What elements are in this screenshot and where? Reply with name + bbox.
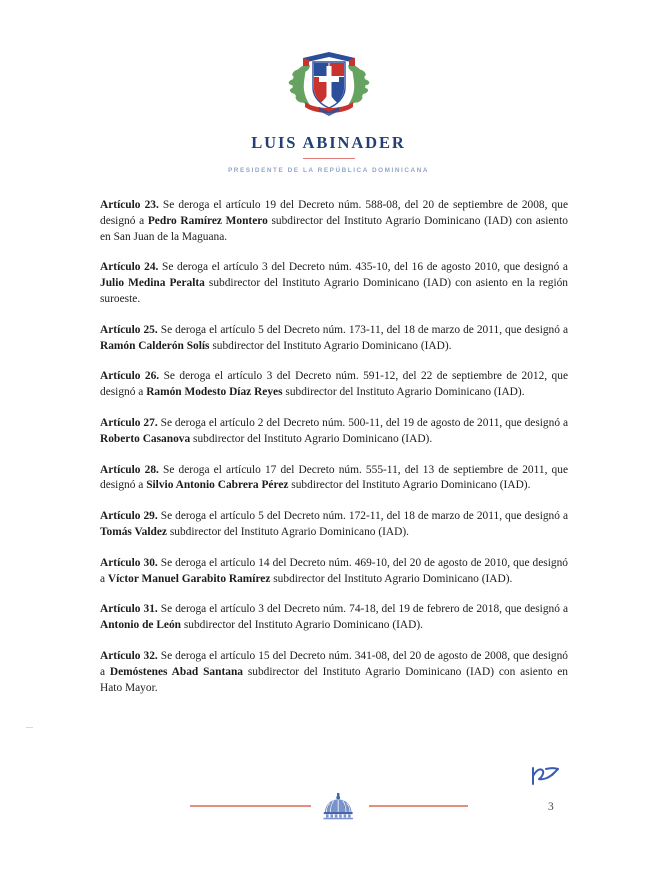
article-paragraph [100, 416, 568, 448]
article-text-after-name: subdirector del Instituto Agrario Dominicano (IAD). [270, 572, 513, 585]
president-subtitle: PRESIDENTE DE LA REPÚBLICA DOMINICANA [227, 167, 430, 175]
article-paragraph [100, 602, 568, 634]
article-text-before-name: Se deroga el artículo 3 del Decreto núm. 591-12, del 22 de septiembre de 2012, que designó a [100, 370, 569, 399]
article-person-name: Roberto Casanova [100, 432, 191, 445]
article-person-name: Demóstenes Abad Santana [109, 665, 243, 678]
article-person-name: Tomás Valdez [100, 525, 167, 538]
article-paragraph [100, 509, 568, 541]
article-text-before-name: Se deroga el artículo 15 del Decreto núm. 341-08, del 20 de agosto de 2008, que designó a [100, 649, 568, 678]
article-text-after-name: subdirector del Instituto Agrario Dominicano (IAD) con asiento en Hato Mayor. [100, 665, 568, 694]
article-person-name: Julio Medina Peralta [100, 277, 205, 290]
footer-emblem-row [0, 792, 657, 820]
article-text-before-name: Se deroga el artículo 19 del Decreto núm. 588-08, del 20 de septiembre de 2008, que designó a [100, 199, 569, 227]
article-paragraph [100, 649, 568, 696]
article-label: Artículo 32. [100, 649, 158, 662]
scan-artifact [26, 727, 33, 728]
article-paragraph [100, 323, 568, 355]
article-paragraph [100, 463, 568, 495]
article-text-after-name: subdirector del Instituto Agrario Dominicano (IAD). [167, 525, 409, 538]
article-label: Artículo 25. [100, 323, 158, 336]
letterhead-divider [303, 158, 355, 160]
article-text-after-name: subdirector del Instituto Agrario Dominicano (IAD). [181, 619, 424, 632]
handwritten-signature-mark [528, 763, 562, 789]
article-label: Artículo 30. [100, 556, 158, 569]
article-label: Artículo 28. [100, 463, 159, 476]
article-paragraph [100, 260, 568, 307]
article-text-before-name: Se deroga el artículo 17 del Decreto núm. 555-11, del 13 de septiembre de 2011, que designó a [100, 463, 568, 492]
article-person-name: Ramón Calderón Solís [100, 339, 210, 352]
article-paragraph [100, 556, 568, 588]
article-text-before-name: Se deroga el artículo 14 del Decreto núm. 469-10, del 20 de agosto de 2010, que designó a [100, 556, 568, 585]
article-text-after-name: subdirector del Instituto Agrario Dominicano (IAD). [288, 479, 531, 492]
page-footer [0, 755, 657, 875]
article-person-name: Pedro Ramírez Montero [147, 214, 268, 227]
article-text-after-name: subdirector del Instituto Agrario Dominicano (IAD) con asiento en la región suroeste. [100, 277, 568, 305]
article-person-name: Ramón Modesto Díaz Reyes [146, 386, 283, 399]
letterhead [0, 0, 657, 175]
article-label: Artículo 23. [100, 199, 159, 211]
article-paragraph [100, 198, 568, 245]
capitol-dome-icon [321, 792, 355, 820]
article-text-after-name: subdirector del Instituto Agrario Dominicano (IAD). [209, 339, 452, 352]
president-name: LUIS ABINADER [251, 133, 406, 152]
article-text-after-name: subdirector del Instituto Agrario Dominicano (IAD) con asiento en San Juan de la Maguana. [100, 214, 568, 243]
footer-rule-right [369, 805, 468, 807]
article-text-before-name: Se deroga el artículo 2 del Decreto núm. 500-11, del 19 de agosto de 2011, que designó a [157, 416, 568, 429]
article-person-name: Víctor Manuel Garabito Ramírez [107, 572, 271, 585]
article-label: Artículo 27. [100, 416, 158, 429]
article-text-after-name: subdirector del Instituto Agrario Dominicano (IAD). [190, 432, 433, 445]
article-text-before-name: Se deroga el artículo 5 del Decreto núm. 173-11, del 18 de marzo de 2011, que designó a [157, 323, 568, 336]
page-number: 3 [548, 801, 554, 813]
article-paragraph [100, 369, 568, 401]
article-text-before-name: Se deroga el artículo 3 del Decreto núm. 74-18, del 19 de febrero de 2018, que designó a [157, 603, 569, 616]
article-text-after-name: subdirector del Instituto Agrario Dominicano (IAD). [282, 386, 525, 399]
dominican-republic-coat-of-arms-icon [283, 46, 375, 118]
article-label: Artículo 31. [100, 603, 158, 616]
article-label: Artículo 26. [100, 370, 160, 383]
article-person-name: Antonio de León [100, 619, 182, 632]
footer-rule-left [190, 805, 311, 807]
article-label: Artículo 29. [100, 510, 158, 523]
article-text-before-name: Se deroga el artículo 3 del Decreto núm. 435-10, del 16 de agosto 2010, que designó a [158, 261, 568, 274]
article-label: Artículo 24. [100, 261, 159, 274]
article-text-before-name: Se deroga el artículo 5 del Decreto núm. 172-11, del 18 de marzo de 2011, que designó a [157, 510, 568, 523]
document-body [100, 198, 568, 696]
article-person-name: Silvio Antonio Cabrera Pérez [146, 479, 289, 492]
